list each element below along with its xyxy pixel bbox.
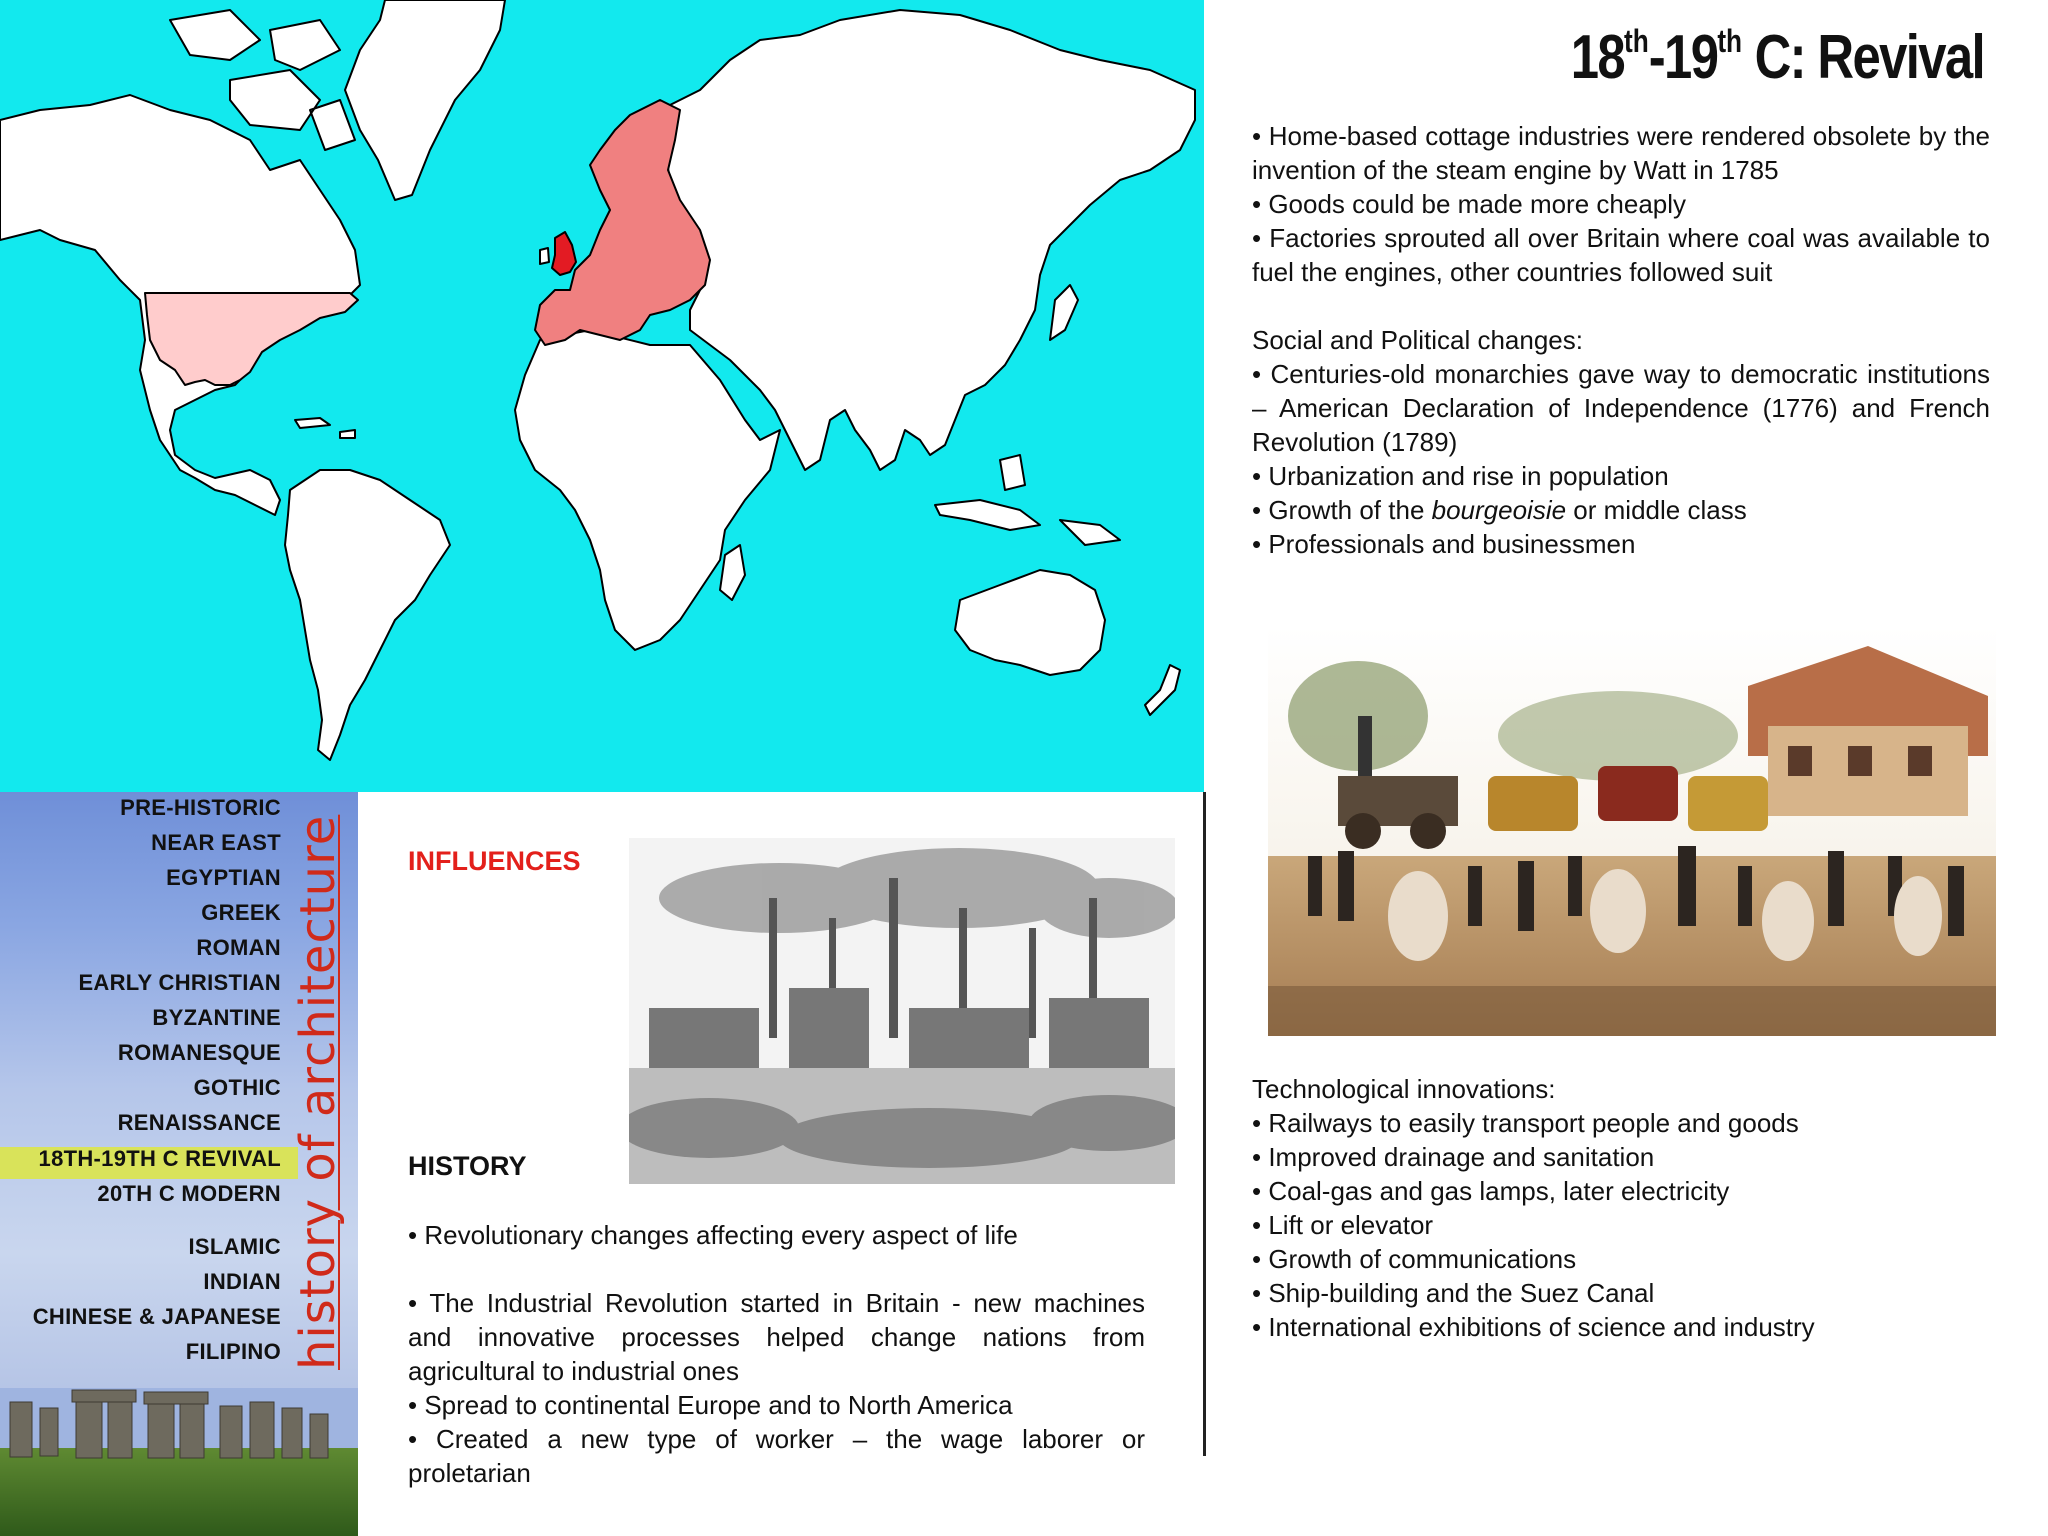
social-political-section bbox=[1252, 323, 1990, 561]
nav-item-islamic[interactable]: ISLAMIC bbox=[188, 1234, 281, 1259]
britain-region bbox=[552, 232, 576, 275]
social-bullet: • Urbanization and rise in population bbox=[1252, 461, 1669, 491]
caribbean-islands-land bbox=[295, 418, 355, 438]
japan-land bbox=[1050, 285, 1078, 340]
nav-item-indian[interactable]: INDIAN bbox=[203, 1269, 281, 1294]
nav-item-chinese-japanese[interactable]: CHINESE & JAPANESE bbox=[32, 1304, 281, 1329]
social-heading: Social and Political changes: bbox=[1252, 325, 1583, 355]
history-bullet: • Created a new type of worker – the wage laborer or proletarian bbox=[408, 1424, 1145, 1488]
bourgeoisie-post: or middle class bbox=[1566, 495, 1747, 525]
intro-bullet: • Factories sprouted all over Britain where coal was available to fuel the engines, other countries followed suit bbox=[1252, 223, 1990, 287]
social-bullet: • Centuries-old monarchies gave way to democratic institutions – American Declaration of Independence (1776) and French Revolution (1789) bbox=[1252, 359, 1990, 457]
tech-bullet: • Lift or elevator bbox=[1252, 1210, 1434, 1240]
world-map-svg bbox=[0, 0, 1204, 792]
social-bullet-bourgeoisie bbox=[1252, 493, 1990, 527]
history-bullet: • Spread to continental Europe and to North America bbox=[408, 1390, 1013, 1420]
nav-item-filipino[interactable]: FILIPINO bbox=[185, 1339, 281, 1364]
column-divider bbox=[1203, 792, 1206, 1456]
stonehenge-image bbox=[0, 1388, 358, 1536]
history-bullet: • The Industrial Revolution started in Britain - new machines and innovative processes helped change nations from agricultural to industrial ones bbox=[408, 1288, 1145, 1386]
tech-innovations-section bbox=[1252, 1072, 1990, 1344]
nav-item-greek[interactable]: GREEK bbox=[201, 900, 281, 925]
industrial-town-engraving-image bbox=[629, 838, 1175, 1184]
intro-bullets bbox=[1252, 119, 1990, 289]
page-title: 18th-19th C: Revival bbox=[1570, 23, 1984, 92]
indonesia-land bbox=[935, 455, 1120, 545]
nav-item-gothic[interactable]: GOTHIC bbox=[193, 1075, 281, 1100]
intro-bullet: • Home-based cottage industries were rendered obsolete by the invention of the steam engine by Watt in 1785 bbox=[1252, 121, 1990, 185]
world-map bbox=[0, 0, 1204, 792]
south-america-land bbox=[285, 470, 450, 760]
nav-item-roman[interactable]: ROMAN bbox=[196, 935, 281, 960]
bourgeoisie-word: bourgeoisie bbox=[1431, 495, 1567, 525]
africa-land bbox=[515, 330, 780, 650]
influences-heading: INFLUENCES bbox=[408, 846, 581, 876]
intro-bullet: • Goods could be made more cheaply bbox=[1252, 189, 1687, 219]
nav-item-byzantine[interactable]: BYZANTINE bbox=[152, 1005, 281, 1030]
australia-land bbox=[955, 570, 1105, 675]
tech-bullet: • Coal-gas and gas lamps, later electricity bbox=[1252, 1176, 1730, 1206]
history-bullets bbox=[408, 1218, 1145, 1490]
eurasia-land bbox=[660, 10, 1195, 470]
nav-item-romanesque[interactable]: ROMANESQUE bbox=[117, 1040, 281, 1065]
railway-painting-image bbox=[1268, 626, 1996, 1036]
tech-bullet: • Ship-building and the Suez Canal bbox=[1252, 1278, 1655, 1308]
tech-bullet: • Growth of communications bbox=[1252, 1244, 1577, 1274]
nav-item-pre-historic[interactable]: PRE-HISTORIC bbox=[120, 795, 281, 820]
nav-item-early-christian[interactable]: EARLY CHRISTIAN bbox=[78, 970, 281, 995]
bourgeoisie-pre: • Growth of the bbox=[1252, 495, 1432, 525]
usa-region bbox=[145, 293, 358, 385]
paragraph-gap bbox=[408, 1252, 1145, 1286]
tech-heading: Technological innovations: bbox=[1252, 1074, 1556, 1104]
nav-item-renaissance[interactable]: RENAISSANCE bbox=[117, 1110, 281, 1135]
nav-item-near-east[interactable]: NEAR EAST bbox=[151, 830, 281, 855]
tech-bullet: • Improved drainage and sanitation bbox=[1252, 1142, 1655, 1172]
madagascar-land bbox=[720, 545, 745, 600]
nav-item-revival[interactable]: 18TH-19TH C REVIVAL bbox=[38, 1146, 281, 1171]
nav-item-egyptian[interactable]: EGYPTIAN bbox=[166, 865, 281, 890]
history-of-architecture-vertical-title: history of architecture bbox=[290, 814, 346, 1370]
nav-item-20th-c-modern[interactable]: 20TH C MODERN bbox=[97, 1181, 281, 1206]
tech-bullet: • Railways to easily transport people and goods bbox=[1252, 1108, 1799, 1138]
greenland-land bbox=[345, 0, 505, 200]
history-bullet: • Revolutionary changes affecting every aspect of life bbox=[408, 1220, 1018, 1250]
history-heading: HISTORY bbox=[408, 1151, 527, 1181]
tech-bullet: • International exhibitions of science and industry bbox=[1252, 1312, 1815, 1342]
social-bullet: • Professionals and businessmen bbox=[1252, 529, 1636, 559]
new-zealand-land bbox=[1145, 665, 1180, 715]
ireland-land bbox=[540, 248, 549, 264]
